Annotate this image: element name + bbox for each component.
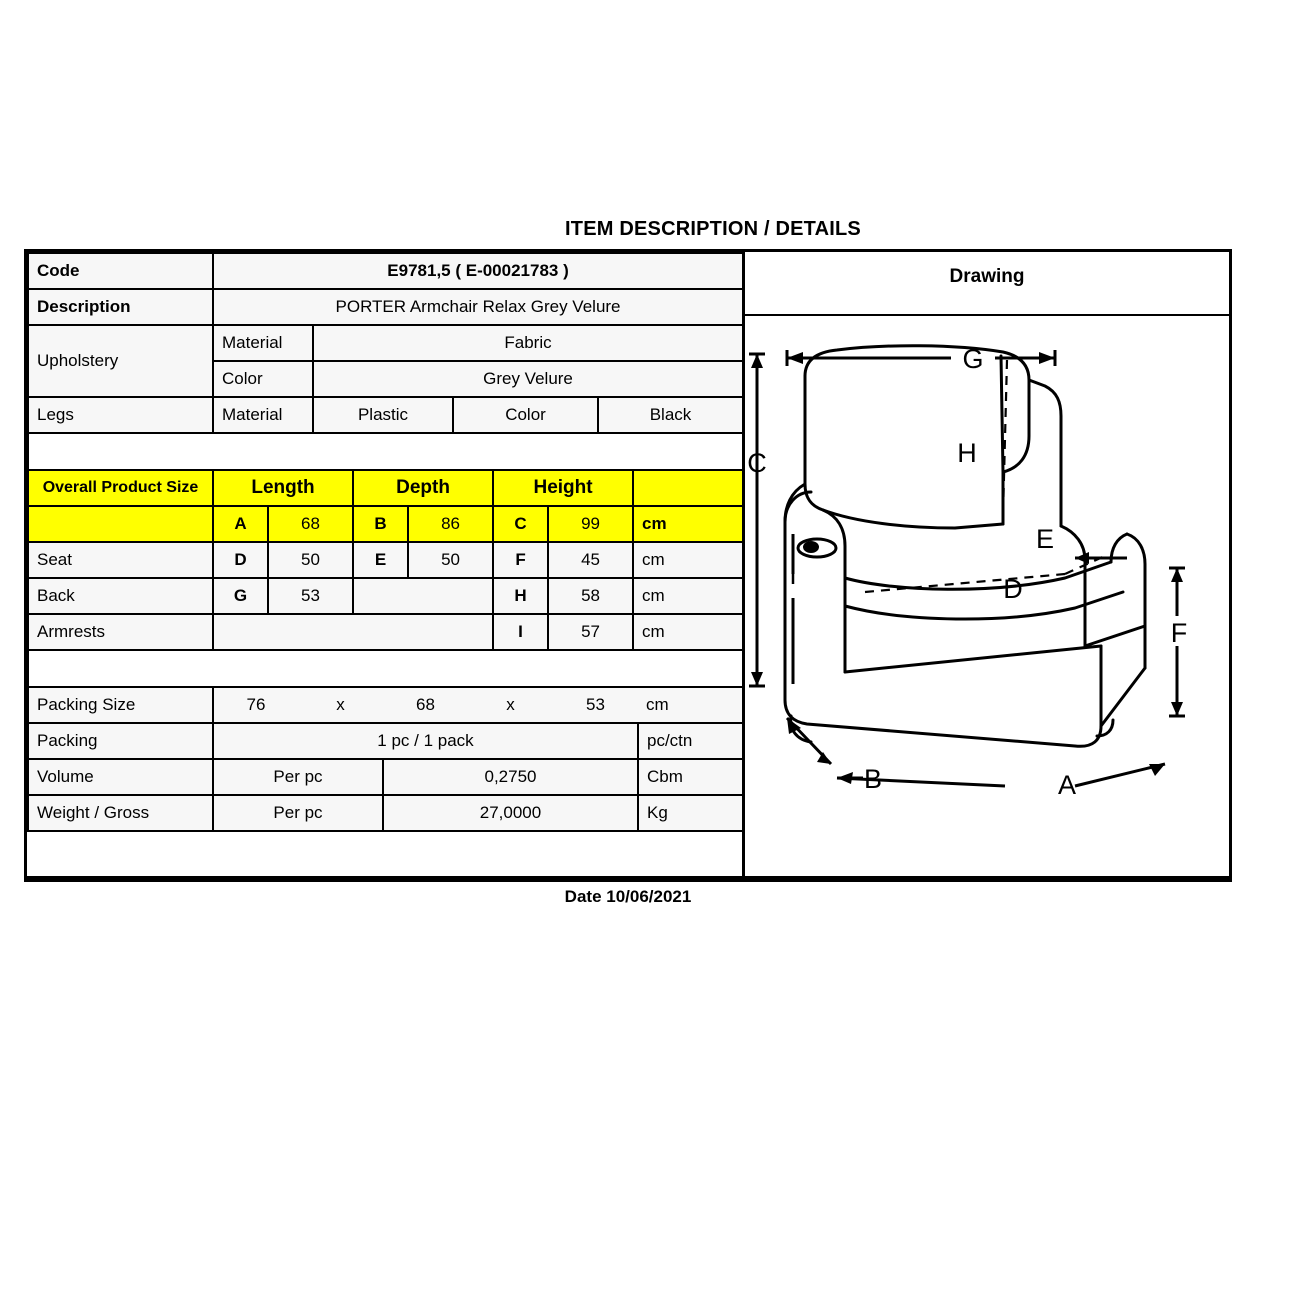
upholstery-material-value: Fabric — [313, 325, 743, 361]
legs-color-label: Color — [453, 397, 598, 433]
spec-sheet — [24, 218, 1232, 913]
packing-size-width: 68 — [383, 687, 468, 723]
armchair-drawing — [745, 316, 1229, 876]
dimensions-header-row — [28, 470, 743, 506]
spacer-row — [28, 433, 743, 469]
key-armrests-blank — [213, 614, 493, 650]
packing-size-unit: cm — [638, 687, 743, 723]
volume-label: Volume — [28, 759, 213, 795]
description-value: PORTER Armchair Relax Grey Velure — [213, 289, 743, 325]
packing-size-height: 53 — [553, 687, 638, 723]
row-label-armrests: Armrests — [28, 614, 213, 650]
overall-size-label: Overall Product Size — [28, 470, 213, 506]
upholstery-color-label: Color — [213, 361, 313, 397]
unit-header — [633, 470, 743, 506]
table-row — [28, 687, 743, 723]
key-D: D — [213, 542, 268, 578]
packing-table — [27, 686, 744, 832]
legs-material-label: Material — [213, 397, 313, 433]
label-E: E — [1035, 524, 1055, 554]
value-A: 68 — [268, 506, 353, 542]
value-D: 50 — [268, 542, 353, 578]
date-footer: Date 10/06/2021 — [24, 879, 1232, 913]
label-F: F — [1170, 618, 1188, 648]
value-B: 86 — [408, 506, 493, 542]
label-I: I — [789, 560, 797, 590]
table-row — [28, 325, 743, 361]
length-header: Length — [213, 470, 353, 506]
packing-value: 1 pc / 1 pack — [213, 723, 638, 759]
code-value: E9781,5 ( E-00021783 ) — [213, 253, 743, 289]
weight-value: 27,0000 — [383, 795, 638, 831]
table-row — [28, 542, 743, 578]
drawing-area — [745, 316, 1229, 876]
label-C: C — [747, 448, 767, 478]
key-I: I — [493, 614, 548, 650]
value-G: 53 — [268, 578, 353, 614]
table-row — [28, 397, 743, 433]
item-details-table — [27, 252, 744, 469]
value-C: 99 — [548, 506, 633, 542]
upholstery-material-label: Material — [213, 325, 313, 361]
packing-size-label: Packing Size — [28, 687, 213, 723]
weight-unit: Kg — [638, 795, 743, 831]
key-F: F — [493, 542, 548, 578]
table-row — [28, 253, 743, 289]
key-B: B — [353, 506, 408, 542]
value-E: 50 — [408, 542, 493, 578]
height-header: Height — [493, 470, 633, 506]
spacer-row — [28, 650, 743, 686]
value-H: 58 — [548, 578, 633, 614]
depth-header: Depth — [353, 470, 493, 506]
volume-per: Per pc — [213, 759, 383, 795]
table-row — [28, 614, 743, 650]
recliner-handle-icon — [798, 539, 836, 557]
key-E: E — [353, 542, 408, 578]
label-A: A — [1057, 770, 1077, 800]
page-title: ITEM DESCRIPTION / DETAILS — [565, 218, 861, 240]
row-label-seat: Seat — [28, 542, 213, 578]
packing-x-1: x — [298, 687, 383, 723]
dimensions-table — [27, 469, 744, 686]
weight-label: Weight / Gross — [28, 795, 213, 831]
sheet-frame — [24, 249, 1232, 879]
key-back-depth — [353, 578, 493, 614]
unit-armrests: cm — [633, 614, 743, 650]
label-G: G — [962, 344, 984, 374]
value-F: 45 — [548, 542, 633, 578]
row-label-back: Back — [28, 578, 213, 614]
table-row — [28, 506, 743, 542]
key-H: H — [493, 578, 548, 614]
table-row — [28, 723, 743, 759]
table-row — [28, 795, 743, 831]
code-label: Code — [28, 253, 213, 289]
key-A: A — [213, 506, 268, 542]
row-label-overall — [28, 506, 213, 542]
label-D: D — [1003, 574, 1023, 604]
label-B: B — [863, 764, 883, 794]
packing-label: Packing — [28, 723, 213, 759]
legs-color-value: Black — [598, 397, 743, 433]
volume-unit: Cbm — [638, 759, 743, 795]
upholstery-label: Upholstery — [28, 325, 213, 397]
table-row — [28, 578, 743, 614]
key-G: G — [213, 578, 268, 614]
table-row — [28, 289, 743, 325]
unit-seat: cm — [633, 542, 743, 578]
legs-label: Legs — [28, 397, 213, 433]
weight-per: Per pc — [213, 795, 383, 831]
table-row — [28, 759, 743, 795]
drawing-heading: Drawing — [745, 252, 1229, 316]
description-label: Description — [28, 289, 213, 325]
details-column — [27, 252, 745, 876]
volume-value: 0,2750 — [383, 759, 638, 795]
packing-size-length: 76 — [213, 687, 298, 723]
key-C: C — [493, 506, 548, 542]
label-H: H — [957, 438, 977, 468]
packing-x-2: x — [468, 687, 553, 723]
value-I: 57 — [548, 614, 633, 650]
drawing-column — [745, 252, 1229, 876]
upholstery-color-value: Grey Velure — [313, 361, 743, 397]
unit-overall: cm — [633, 506, 743, 542]
unit-back: cm — [633, 578, 743, 614]
legs-material-value: Plastic — [313, 397, 453, 433]
packing-unit: pc/ctn — [638, 723, 743, 759]
